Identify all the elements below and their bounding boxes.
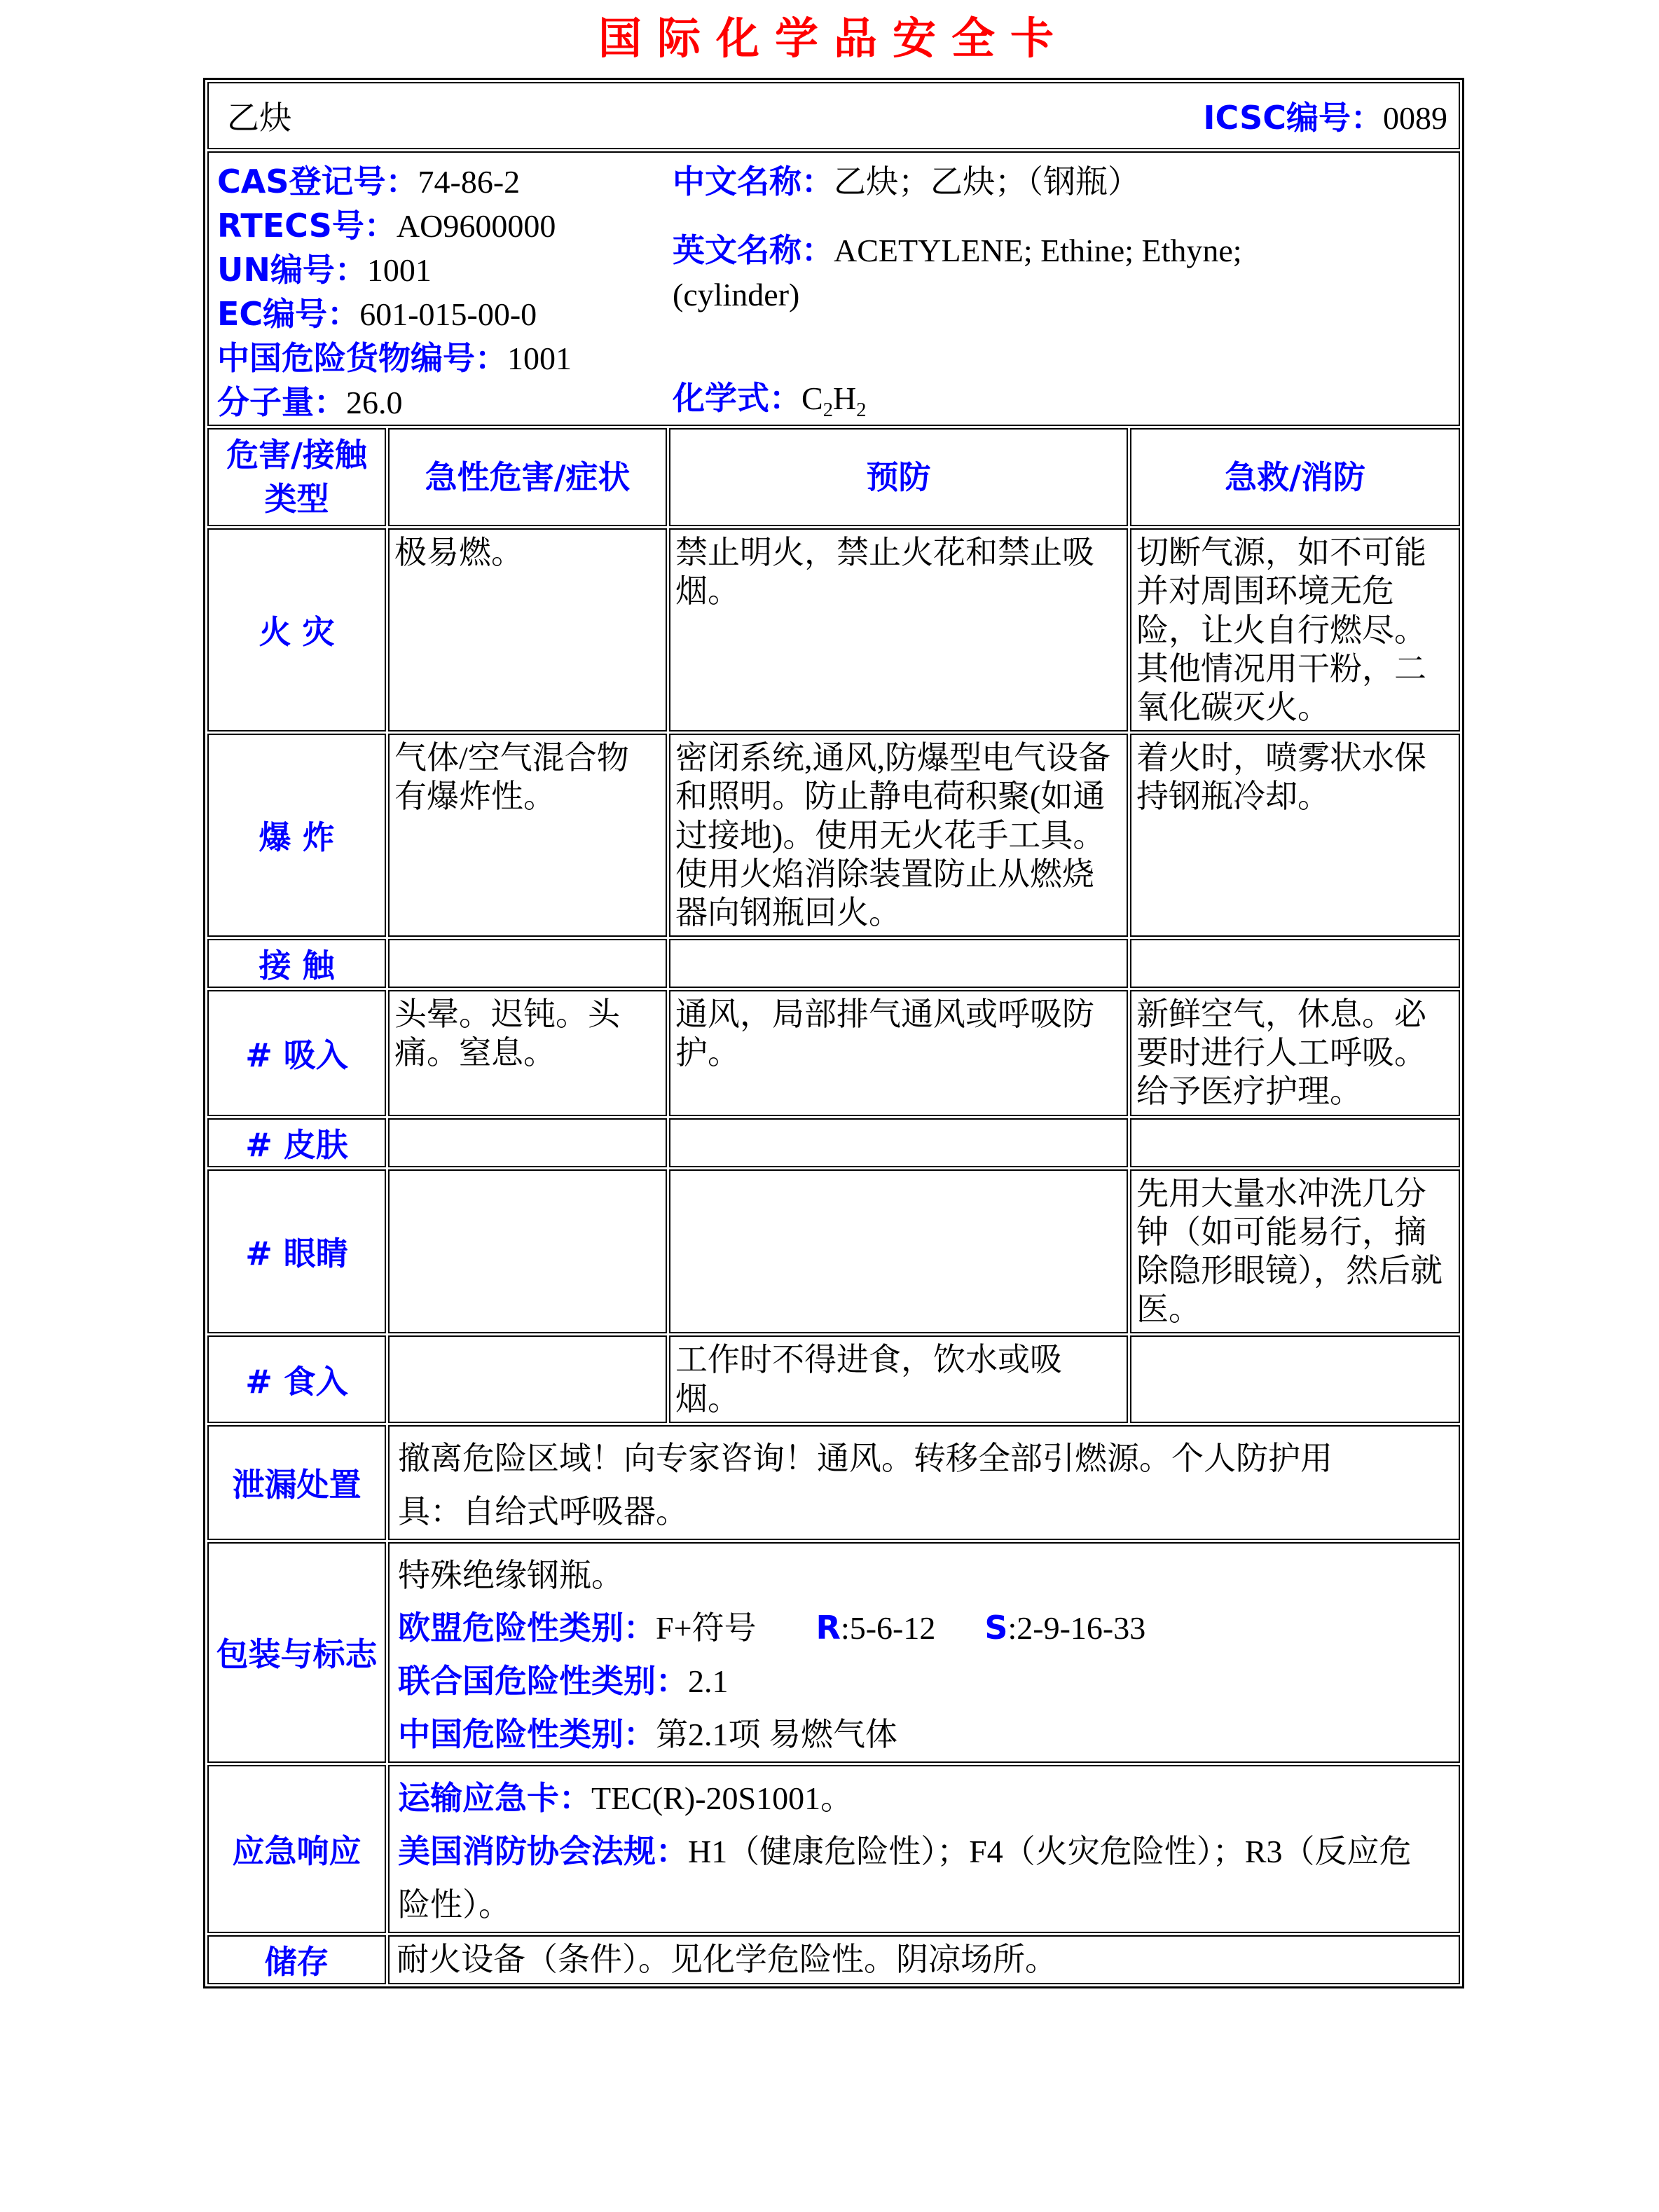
un-class-label: 联合国危险性类别： — [398, 1662, 688, 1701]
eyes-label: # 眼睛 — [245, 1235, 348, 1272]
page-title: 国际化学品安全卡 — [598, 13, 1069, 64]
storage-row — [207, 1935, 1460, 1984]
spill-label-cell — [207, 1425, 386, 1540]
molweight-value: 26.0 — [346, 385, 403, 421]
eyes-symptom-cell — [388, 1169, 667, 1334]
inhalation-response-cell: 新鲜空气，休息。必要时进行人工呼吸。给予医疗护理。 — [1130, 990, 1460, 1116]
hazard-row-fire — [207, 528, 1460, 731]
packaging-content-cell — [388, 1542, 1460, 1764]
hazard-row-inhalation — [207, 990, 1460, 1116]
cn-class-value: 第2.1项 易燃气体 — [656, 1717, 897, 1753]
icsc-number-group — [1203, 92, 1447, 139]
inhalation-label: # 吸入 — [245, 1036, 348, 1074]
emergency-label-cell — [207, 1765, 386, 1933]
explosion-label: 爆 炸 — [259, 818, 335, 857]
r-phrase-value: :5-6-12 — [840, 1610, 936, 1647]
exposure-symptom-cell — [388, 939, 667, 988]
english-name-value: ACETYLENE; Ethine; Ethyne; (cylinder) — [673, 233, 1242, 313]
ec-number — [217, 292, 673, 336]
fire-label-cell — [207, 528, 386, 731]
china-dg-label: 中国危险货物编号： — [217, 339, 507, 378]
nfpa-label: 美国消防协会法规： — [398, 1832, 688, 1870]
packaging-line-cn — [398, 1708, 1452, 1761]
skin-symptom-cell — [388, 1118, 667, 1167]
chinese-name-value: 乙炔；乙炔；（钢瓶） — [834, 164, 1140, 200]
emergency-line-tec — [398, 1772, 1452, 1825]
identifiers-row — [207, 151, 1460, 426]
emergency-label: 应急响应 — [232, 1832, 362, 1870]
china-dg-value: 1001 — [507, 341, 572, 377]
hazard-header-row — [207, 428, 1460, 526]
cn-class-label: 中国危险性类别： — [398, 1715, 656, 1754]
ingestion-prevention-cell: 工作时不得进食，饮水或吸烟。 — [669, 1335, 1128, 1422]
ingestion-symptom-cell — [388, 1335, 667, 1422]
tec-value: TEC(R)-20S1001。 — [591, 1780, 853, 1817]
ingestion-response-cell — [1130, 1335, 1460, 1422]
un-number — [217, 248, 673, 292]
un-class-value: 2.1 — [688, 1663, 729, 1700]
un-label: UN编号： — [217, 251, 367, 289]
r-phrase-label: R — [815, 1609, 841, 1647]
fire-symptom-cell: 极易燃。 — [388, 528, 667, 731]
spill-text: 撤离危险区域！向专家咨询！通风。转移全部引燃源。个人防护用具：自给式呼吸器。 — [398, 1440, 1333, 1530]
identifier-list — [217, 160, 673, 425]
explosion-response-cell: 着火时，喷雾状水保持钢瓶冷却。 — [1130, 734, 1460, 937]
s-phrase-label: S — [984, 1609, 1008, 1647]
chinese-name-label: 中文名称： — [673, 163, 834, 201]
eu-class-label: 欧盟危险性类别： — [398, 1609, 656, 1647]
fire-prevention-cell: 禁止明火，禁止火花和禁止吸烟。 — [669, 528, 1128, 731]
exposure-label: 接 触 — [259, 947, 335, 985]
explosion-label-cell — [207, 734, 386, 937]
english-name-label: 英文名称： — [673, 231, 834, 270]
emergency-line-nfpa — [398, 1825, 1424, 1932]
ingestion-label-cell — [207, 1335, 386, 1422]
molecular-weight — [217, 380, 673, 425]
hazard-row-skin — [207, 1118, 1460, 1167]
rtecs-label: RTECS号： — [217, 207, 397, 245]
cas-value: 74-86-2 — [418, 164, 521, 200]
rtecs-value: AO9600000 — [396, 208, 556, 245]
skin-prevention-cell — [669, 1118, 1128, 1167]
skin-response-cell — [1130, 1118, 1460, 1167]
fire-label: 火 灾 — [259, 613, 335, 652]
formula-label: 化学式： — [673, 379, 801, 418]
exposure-response-cell — [1130, 939, 1460, 988]
s-phrase-value: :2-9-16-33 — [1007, 1610, 1146, 1647]
ec-label: EC编号： — [217, 295, 360, 334]
emergency-row — [207, 1765, 1460, 1933]
exposure-prevention-cell — [669, 939, 1128, 988]
hazard-row-explosion — [207, 734, 1460, 937]
inhalation-label-cell — [207, 990, 386, 1116]
chinese-name — [673, 160, 1300, 204]
hazard-row-eyes — [207, 1169, 1460, 1334]
packaging-line-cylinder: 特殊绝缘钢瓶。 — [398, 1557, 624, 1593]
explosion-prevention-cell: 密闭系统,通风,防爆型电气设备和照明。防止静电荷积聚(如通过接地)。使用无火花手工具。使用火焰消除装置防止从燃烧器向钢瓶回火。 — [669, 734, 1128, 937]
header-response: 急救/消防 — [1130, 428, 1460, 526]
un-value: 1001 — [366, 252, 432, 289]
ingestion-label: # 食入 — [245, 1362, 348, 1401]
eu-class-value: F+符号 — [656, 1610, 757, 1647]
tec-label: 运输应急卡： — [398, 1779, 591, 1818]
formula-value: $C_2H_2$ — [801, 380, 867, 422]
storage-text: 耐火设备（条件）。见化学危险性。阴凉场所。 — [397, 1942, 1057, 1978]
spill-row — [207, 1425, 1460, 1540]
explosion-symptom-cell: 气体/空气混合物有爆炸性。 — [388, 734, 667, 937]
storage-label: 储存 — [264, 1942, 329, 1981]
molweight-label: 分子量： — [217, 383, 346, 422]
hazard-row-ingestion — [207, 1335, 1460, 1422]
skin-label: # 皮肤 — [245, 1125, 348, 1164]
icsc-number-label: ICSC编号： — [1203, 99, 1383, 137]
safety-card-table — [203, 78, 1464, 1988]
spill-content-cell — [388, 1425, 1460, 1540]
chemical-formula — [673, 376, 1300, 424]
inhalation-symptom-cell: 头晕。迟钝。头痛。窒息。 — [388, 990, 667, 1116]
emergency-content-cell — [388, 1765, 1460, 1933]
card-header-cell — [207, 82, 1460, 149]
eyes-label-cell — [207, 1169, 386, 1334]
packaging-line-eu — [398, 1602, 1452, 1655]
packaging-label: 包装与标志 — [216, 1635, 378, 1674]
packaging-line-un — [398, 1655, 1452, 1708]
packaging-label-cell — [207, 1542, 386, 1764]
eyes-prevention-cell — [669, 1169, 1128, 1334]
exposure-label-cell — [207, 939, 386, 988]
inhalation-prevention-cell: 通风，局部排气通风或呼吸防护。 — [669, 990, 1128, 1116]
header-hazard-type: 危害/接触类型 — [207, 428, 386, 526]
fire-response-cell: 切断气源，如不可能并对周围环境无危险，让火自行燃尽。其他情况用干粉，二氧化碳灭火。 — [1130, 528, 1460, 731]
skin-label-cell — [207, 1118, 386, 1167]
storage-label-cell — [207, 1935, 386, 1984]
cas-label: CAS登记号： — [217, 163, 418, 201]
rtecs-number — [217, 204, 673, 248]
spill-label: 泄漏处置 — [232, 1465, 362, 1504]
header-symptoms: 急性危害/症状 — [388, 428, 667, 526]
china-dg-number — [217, 336, 673, 380]
hazard-row-exposure — [207, 939, 1460, 988]
identifiers-cell — [207, 151, 1460, 426]
storage-content-cell — [388, 1935, 1460, 1984]
name-list — [673, 160, 1300, 424]
ec-value: 601-015-00-0 — [359, 296, 537, 333]
packaging-row — [207, 1542, 1460, 1764]
card-header-row — [207, 82, 1460, 149]
nfpa-value: H1（健康危险性）；F4（火灾危险性）；R3（反应危险性）。 — [398, 1833, 1412, 1923]
substance-name: 乙炔 — [227, 100, 291, 137]
cas-number — [217, 160, 673, 204]
header-prevention: 预防 — [669, 428, 1128, 526]
eyes-response-cell: 先用大量水冲洗几分钟（如可能易行，摘除隐形眼镜），然后就医。 — [1130, 1169, 1460, 1334]
icsc-number-value: 0089 — [1383, 100, 1447, 137]
english-name — [673, 228, 1300, 317]
